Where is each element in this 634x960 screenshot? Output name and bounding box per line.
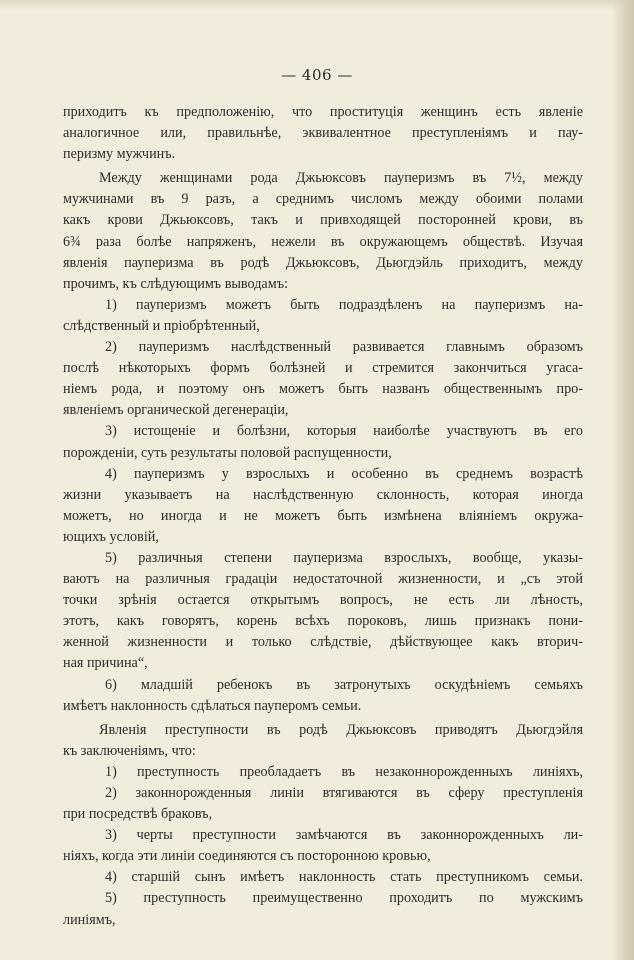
body-text <box>63 102 583 931</box>
text-line: 6) младшій ребенокъ въ затронутыхъ оскудѣніемъ семьяхъ <box>105 676 583 693</box>
text-line: 5) преступность преимущественно проходитъ по мужскимъ <box>105 890 583 907</box>
text-line: ная причина“, <box>63 655 148 672</box>
text-line: аналогичное или, правильнѣе, эквивалентное преступленіямъ и пау- <box>63 125 583 142</box>
text-line: имѣетъ наклонность сдѣлаться пауперомъ семьи. <box>63 697 362 714</box>
text-line: 2) законнорожденныя линіи втягиваются въ сферу преступленія <box>105 785 583 801</box>
text-line: 4) старшій сынъ имѣетъ наклонность стать преступникомъ семьи. <box>105 869 583 886</box>
text-line: какъ крови Джьюксовъ, такъ и привходящей посторонней крови, въ <box>63 212 583 229</box>
text-line: Между женщинами рода Джьюксовъ пауперизмъ въ 7½, между <box>99 170 583 187</box>
text-line: 3) истощеніе и болѣзни, которыя наиболѣе участвуютъ въ его <box>105 423 583 440</box>
text-line: ющихъ условій, <box>63 528 159 545</box>
text-line: послѣ нѣкоторыхъ формъ болѣзней и стремится закончиться угаса- <box>63 360 583 377</box>
text-line: слѣдственный и пріобрѣтенный, <box>63 317 260 334</box>
text-line: точки зрѣнія остается открытымъ вопросъ, не есть ли лѣность, <box>63 592 583 609</box>
text-line: явленіемъ органической дегенераціи, <box>63 402 289 419</box>
text-line: ваютъ на различныя градаціи недостаточной жизненности, и „съ этой <box>63 571 583 588</box>
text-line: приходитъ къ предположенію, что проституція женщинъ есть явленіе <box>63 104 583 120</box>
text-line: 1) пауперизмъ можетъ быть подраздѣленъ на пауперизмъ на- <box>105 296 583 313</box>
text-line: порожденіи, суть результаты половой распущенности, <box>63 444 392 461</box>
text-line: ніемъ рода, и поэтому онъ можетъ быть названъ общественнымъ про- <box>63 381 583 398</box>
text-line: 6¾ раза болѣе напряженъ, нежели въ окружающемъ обществѣ. Изучая <box>63 233 583 250</box>
text-line: можетъ, но иногда и не можетъ быть измѣнена вліяніемъ окружа- <box>63 507 583 524</box>
text-line: 5) различныя степени пауперизма взрослыхъ, вообще, указы- <box>105 549 583 566</box>
text-line: 1) преступность преобладаетъ въ незаконнорожденныхъ линіяхъ, <box>105 763 583 780</box>
text-line: перизму мужчинъ. <box>63 146 176 163</box>
text-line: Явленія преступности въ родѣ Джьюксовъ приводятъ Дьюгдэйля <box>99 721 583 738</box>
text-line: явленія пауперизма въ родѣ Джьюксовъ, Дьюгдэйль приходитъ, между <box>63 254 583 271</box>
text-line: этотъ, какъ говорятъ, корень всѣхъ пороковъ, лишь признакъ пони- <box>63 613 583 630</box>
text-line: линіямъ, <box>63 911 116 928</box>
text-line: мужчинами въ 9 разъ, а среднимъ числомъ между обоими полами <box>63 191 583 208</box>
page-gutter-shadow <box>612 0 634 960</box>
page-top-shadow <box>0 0 634 10</box>
text-line: женной жизненности и только слѣдствіе, дѣйствующее какъ вторич- <box>63 634 583 651</box>
text-line: ніяхъ, когда эти линіи соединяются съ посторонною кровью, <box>63 848 431 865</box>
text-line: къ заключеніямъ, что: <box>63 742 196 759</box>
text-line: 4) пауперизмъ у взрослыхъ и особенно въ среднемъ возрастѣ <box>105 465 583 482</box>
text-line: прочимъ, къ слѣдующимъ выводамъ: <box>63 275 288 292</box>
text-line: при посредствѣ браковъ, <box>63 806 213 823</box>
page-number: — 406 — <box>281 66 353 84</box>
text-line: 2) пауперизмъ наслѣдственный развивается главнымъ образомъ <box>105 339 583 356</box>
text-line: 3) черты преступности замѣчаются въ законнорожденныхъ ли- <box>105 827 583 844</box>
text-line: жизни указываетъ на наслѣдственную склонность, которая иногда <box>63 486 583 503</box>
